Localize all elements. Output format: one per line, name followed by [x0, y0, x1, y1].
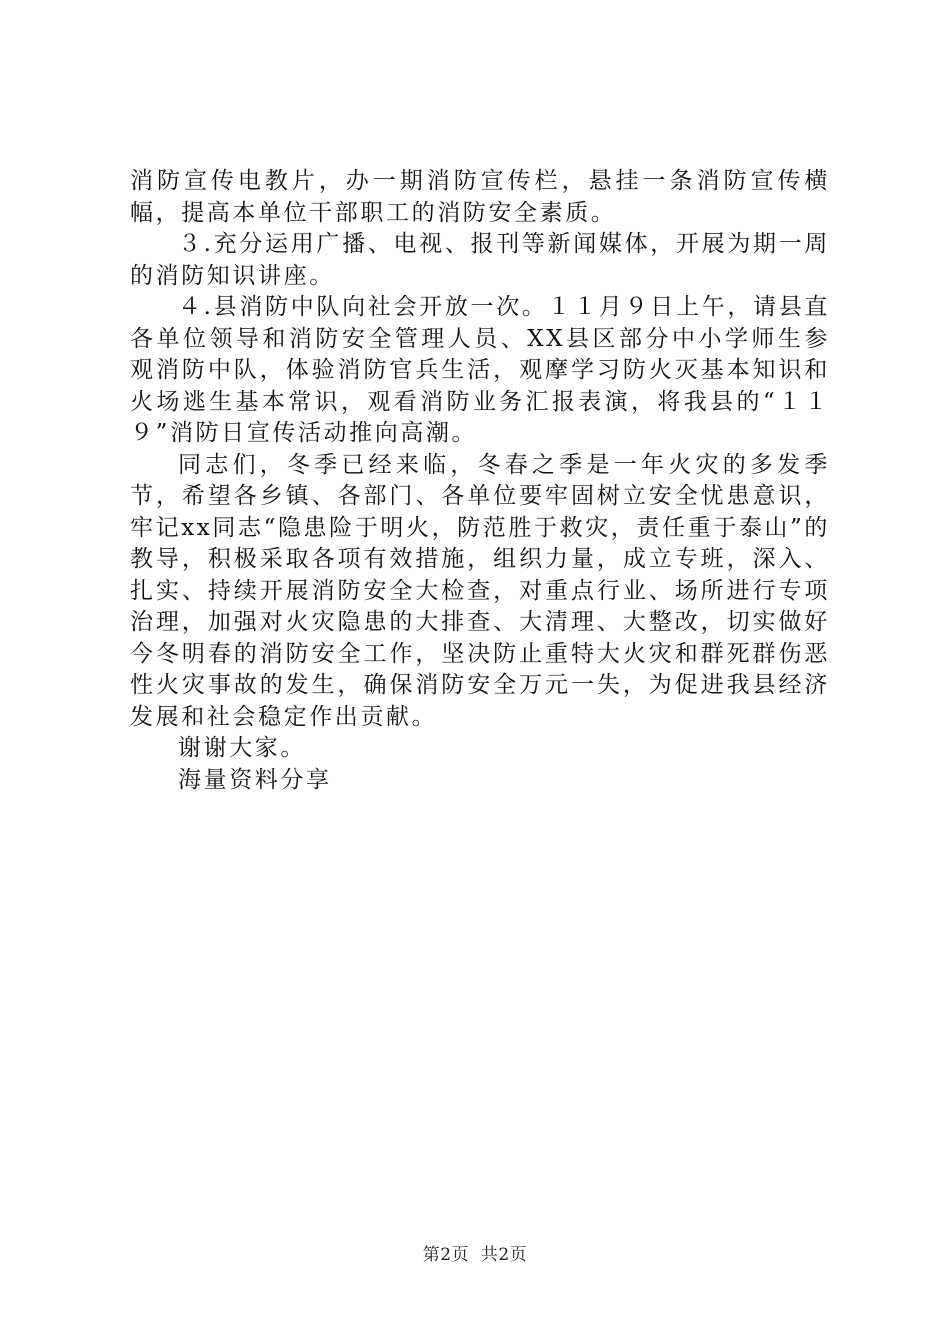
paragraph-item-3: ３.充分运用广播、电视、报刊等新闻媒体，开展为期一周的消防知识讲座。 — [130, 231, 830, 289]
page-footer — [0, 1240, 950, 1265]
page-indicator: 第2页 共2页 — [422, 1245, 528, 1265]
document-body — [130, 166, 830, 796]
paragraph-closing: 同志们，冬季已经来临，冬春之季是一年火灾的多发季节，希望各乡镇、各部门、各单位要牢固树立安全忧患意识，牢记xx同志“隐患险于明火，防范胜于救灾，责任重于泰山”的教导，积极采取各项有效措施，组织力量，成立专班，深入、扎实、持续开展消防安全大检查，对重点行业、场所进行专项治理，加强对火灾隐患的大排查、大清理、大整改，切实做好今冬明春的消防安全工作，坚决防止重特大火灾和群死群伤恶性火灾事故的发生，确保消防安全万元一失，为促进我县经济发展和社会稳定作出贡献。 — [130, 451, 830, 730]
paragraph-item-4: ４.县消防中队向社会开放一次。１１月９日上午，请县直各单位领导和消防安全管理人员、XX县区部分中小学师生参观消防中队，体验消防官兵生活，观摩学习防火灭基本知识和火场逃生基本常识，观看消防业务汇报表演，将我县的“１１９”消防日宣传活动推向高潮。 — [130, 294, 830, 446]
paragraph-continuation: 消防宣传电教片，办一期消防宣传栏，悬挂一条消防宣传横幅，提高本单位干部职工的消防安全素质。 — [130, 168, 830, 226]
paragraph-thanks: 谢谢大家。 — [178, 735, 306, 761]
paragraph-share: 海量资料分享 — [178, 766, 332, 793]
